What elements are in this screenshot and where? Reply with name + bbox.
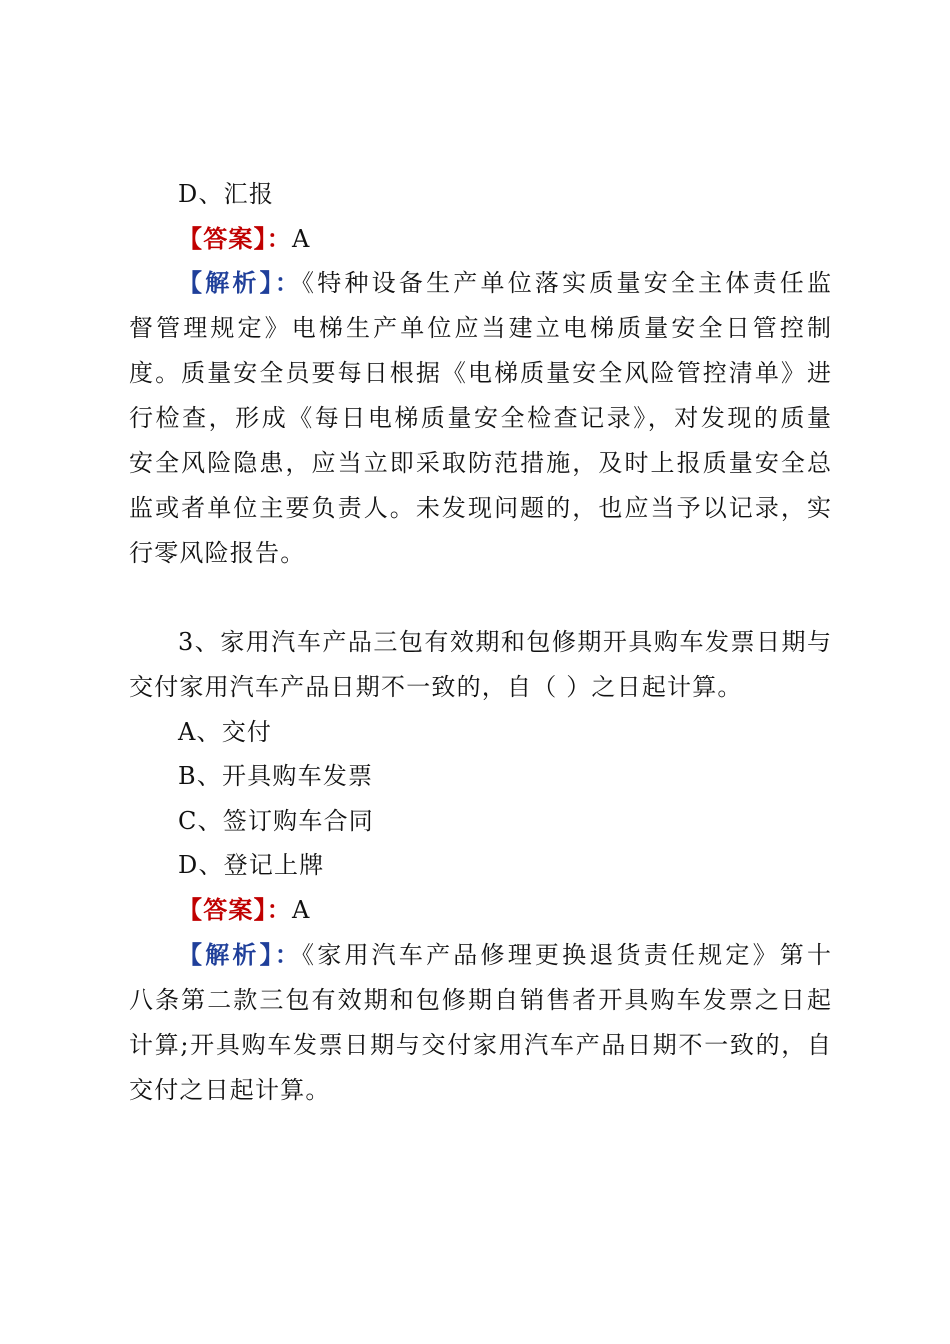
analysis-line-1: 【解析】：《特种设备生产单位落实质量安全主体责任监 bbox=[178, 268, 832, 297]
analysis-line-2: 八条第二款三包有效期和包修期自销售者开具购车发票之日起 bbox=[129, 986, 831, 1014]
analysis-line-2: 督管理规定》电梯生产单位应当建立电梯质量安全日管控制 bbox=[129, 314, 831, 342]
analysis-line-1: 【解析】：《家用汽车产品修理更换退货责任规定》第十 bbox=[178, 940, 832, 969]
answer-value: A bbox=[292, 225, 311, 253]
option-c: C、签订购车合同 bbox=[178, 807, 374, 835]
option-b: B、开具购车发票 bbox=[178, 762, 374, 790]
answer-label: 【答案】： bbox=[178, 895, 292, 924]
question-3-stem-1: 3、家用汽车产品三包有效期和包修期开具购车发票日期与 bbox=[178, 628, 831, 656]
analysis-line-6: 监或者单位主要负责人。未发现问题的，也应当予以记录，实 bbox=[129, 494, 831, 522]
analysis-line-5: 安全风险隐患，应当立即采取防范措施，及时上报质量安全总 bbox=[129, 449, 831, 477]
answer-line bbox=[178, 895, 831, 925]
answer-line bbox=[178, 224, 831, 254]
analysis-line-7: 行零风险报告。 bbox=[129, 539, 306, 567]
analysis-label: 【解析】： bbox=[178, 268, 303, 297]
option-a: A、交付 bbox=[178, 718, 273, 746]
option-d: D、登记上牌 bbox=[178, 851, 325, 879]
option-d: D、汇报 bbox=[178, 180, 275, 208]
analysis-line-3: 度。质量安全员要每日根据《电梯质量安全风险管控清单》进 bbox=[129, 359, 831, 387]
analysis-line-3: 计算;开具购车发票日期与交付家用汽车产品日期不一致的，自 bbox=[129, 1031, 831, 1059]
answer-value: A bbox=[292, 896, 311, 924]
analysis-line-4: 交付之日起计算。 bbox=[129, 1076, 331, 1104]
analysis-label: 【解析】： bbox=[178, 940, 303, 969]
answer-label: 【答案】： bbox=[178, 224, 292, 253]
question-3-stem-2: 交付家用汽车产品日期不一致的，自（ ）之日起计算。 bbox=[129, 673, 743, 701]
analysis-line-4: 行检查，形成《每日电梯质量安全检查记录》，对发现的质量 bbox=[129, 404, 831, 432]
